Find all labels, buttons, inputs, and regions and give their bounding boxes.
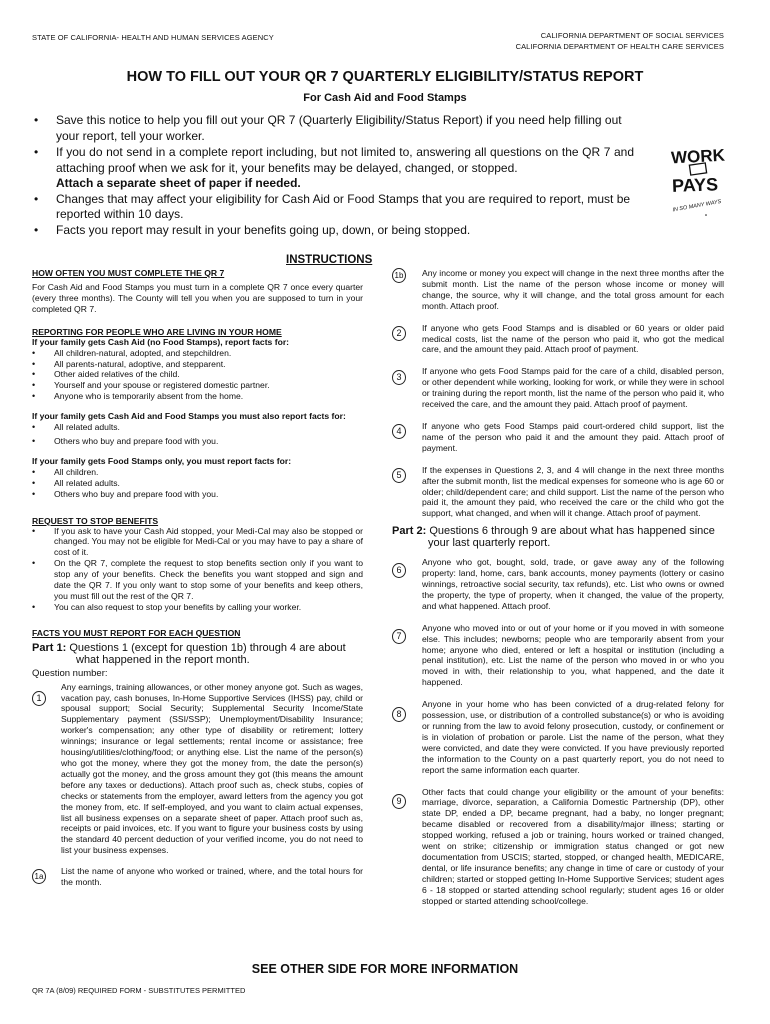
question-number-badge: 4 — [392, 424, 406, 439]
question-8-text: Anyone in your home who has been convicted of a drug-related felony for possession, use, or distribution of a controlled substance(s) or who is avoiding or running from the law to avoid felony prosecution, custody, or confinement or is in violation of probation or parole. List the name of the person, what they were convicted, and date they were convicted. If you have previously reported the information to the County on a past quarterly report, you do not need to report the same information each quarter. — [422, 699, 724, 775]
question-1a — [32, 866, 363, 888]
logo-line-1: WORK — [670, 145, 726, 168]
question-5-text: If the expenses in Questions 2, 3, and 4 will change in the next three months after the submit month, list the medical expenses for someone who is age 60 or older; child/dependent care; and child support. List the name of the person who paid it, the amount they paid, who received the care or the child who got the support, what changed, and when will it change. Attach proof of payment. — [422, 464, 724, 519]
list-item-text: Other aided relatives of the child. — [54, 369, 180, 380]
list-item: • All parents-natural, adoptive, and stepparent. — [32, 358, 226, 369]
question-9-text: Other facts that could change your eligibility or the amount of your benefits: marriage, divorce, separation, a California Domestic Partnership (DP), other state DP, ended a DP, became pregnant, had a baby, no longer pregnant; became disabled or recovered from a disability/major illness; starting or stopped working, refused a job or training, hours worked or trained changed, went on strike; citizenship or immigration status changed or got new documentation from USCIS; started, stopped, or changed health, MEDICARE, dental, or life insurance benefits; any change in time of care or custody of your children; started or stopped getting In-Home Supportive Services; student ages 6 - 18 stopped or started attending school regularly; student ages 16 or older stopped or started attending school/college. — [422, 786, 724, 906]
question-4-text: If anyone who gets Food Stamps paid court-ordered child support, list the name of the person who paid it and the amount they paid. Attach proof of payment. — [422, 420, 724, 453]
list-item: • Others who buy and prepare food with you. — [32, 435, 219, 446]
list-item: • You can also request to stop your benefits by calling your worker. — [32, 601, 302, 612]
agency-header-left: STATE OF CALIFORNIA- HEALTH AND HUMAN SERVICES AGENCY — [32, 33, 274, 42]
work-pays-logo — [668, 143, 732, 218]
list-item-text: You can also request to stop your benefits by calling your worker. — [54, 601, 302, 612]
question-number-badge: 8 — [392, 707, 406, 722]
intro-bullet: • Changes that may affect your eligibility for Cash Aid or Food Stamps that you are required to report, must be reported within 10 days. — [34, 191, 631, 221]
intro-bullet-text: Changes that may affect your eligibility for Cash Aid or Food Stamps that you are required to report, must be reported within 10 days. — [56, 191, 631, 221]
question-1a-text: List the name of anyone who worked or trained, where, and the total hours for the month. — [61, 866, 363, 888]
list-item-text: All related adults. — [54, 422, 120, 433]
part1-label: Part 1: — [32, 641, 67, 654]
intro-bullets — [34, 113, 634, 238]
intro-bullet-bold-text: Attach a separate sheet of paper if needed. — [56, 176, 301, 190]
list-item: • All children-natural, adopted, and stepchildren. — [32, 347, 232, 358]
department-line-1: CALIFORNIA DEPARTMENT OF SOCIAL SERVICES — [540, 31, 724, 40]
intro-bullet-text: Facts you report may result in your benefits going up, down, or being stopped. — [56, 222, 471, 237]
question-number-badge: 9 — [392, 794, 406, 809]
stop-benefits-heading: REQUEST TO STOP BENEFITS — [32, 515, 159, 526]
question-4 — [392, 421, 724, 454]
question-number-badge: 1b — [392, 268, 406, 283]
intro-bullet: • Facts you report may result in your benefits going up, down, or being stopped. — [34, 222, 471, 237]
intro-bullet-text: If you do not send in a complete report including, but not limited to, answering all questions on the QR 7 and attaching proof when we ask for it, your benefits may be delayed, changed, or stopped. — [56, 145, 634, 175]
instructions-heading: INSTRUCTIONS — [286, 254, 373, 266]
question-3-text: If anyone who gets Food Stamps paid for the care of a child, disabled person, or other dependent while working, looking for work, or while they were in school or training during the report month, list the name of the person who paid it, who received the care, and the amount they paid. Attach proof of payment. — [422, 366, 724, 410]
logo-line-2: PAYS — [671, 174, 719, 196]
question-1-text: Any earnings, training allowances, or other money anyone got. Such as wages, vacation pay, cash bonuses, In-Home Supportive Services (IHSS) pay, child or spousal support; Social Security; Supplemental Security Income/State Supplementary payment (SSI/SSP); Unemployment/Disability Insurance; worker's compensation; any other type of disability or retirement; lottery winnings; insurance or legal settlements; rental income or assistance; free housing/utilities/clothing/food; or anything else. List the name of the person(s) who got the money, where they got the money from, the date the person(s) actually got the money, and the gross amount they got (this means the amount before any taxes or deductions). Attach proof such as, check stubs, copies of checks or statements from the employer, award letters from the agency you got the money from, etc. If self-employed, and you want to claim actual expenses, list all business expenses on a separate sheet of paper. Attach proof such as, receipts or paid invoices, etc. If you want to figure your business costs by using the standard 40 percent deduction of your verified income, you do not need to list your business expenses. — [61, 681, 363, 856]
intro-bullet: • If you do not send in a complete report including, but not limited to, answering all questions on the QR 7 and attaching proof when we ask for it, your benefits may be delayed, changed, or stopped. Attach a separate sheet of paper if needed. — [34, 145, 634, 190]
list-item-text: Others who buy and prepare food with you. — [54, 488, 219, 499]
question-number-badge: 6 — [392, 563, 406, 578]
list-item-text: Others who buy and prepare food with you. — [54, 435, 219, 446]
reporting-heading: REPORTING FOR PEOPLE WHO ARE LIVING IN YOUR HOME — [32, 326, 282, 337]
logo-tagline: IN SO MANY WAYS — [672, 198, 722, 214]
question-number-badge: 1 — [32, 691, 46, 706]
list-item-text: On the QR 7, complete the request to stop benefits section only if you want to stop any of your benefits. Check the benefits you want stopped and sign and date the QR 7. If you only want to stop some of your benefits and keep others, you must fill out the rest of the QR 7. — [54, 558, 363, 601]
right-column — [392, 268, 724, 907]
question-9 — [392, 787, 724, 907]
list-item-text: All children-natural, adopted, and stepchildren. — [54, 347, 232, 358]
list-item-text: All parents-natural, adoptive, and stepparent. — [54, 358, 226, 369]
list-item: • All related adults. — [32, 477, 120, 488]
list-item: • Yourself and your spouse or registered domestic partner. — [32, 380, 270, 391]
list-item-text: Yourself and your spouse or registered domestic partner. — [54, 380, 270, 391]
part1 — [32, 642, 363, 666]
intro-bullet-text: Save this notice to help you fill out your QR 7 (Quarterly Eligibility/Status Report) if you need help filling out your report, tell your worker. — [56, 113, 622, 143]
question-1 — [32, 682, 363, 857]
how-often-text: For Cash Aid and Food Stamps you must turn in a complete QR 7 once every quarter (every three months). The County will tell you when you are supposed to turn in your completed QR 7. — [32, 282, 363, 314]
stop-benefits-list — [32, 526, 363, 613]
question-5 — [392, 465, 724, 520]
list-item: • On the QR 7, complete the request to stop benefits section only if you want to stop any of your benefits. Check the benefits you want stopped and sign and date the QR 7. If you only want to stop some of your benefits and keep others, you must fill out the rest of the QR 7. — [32, 558, 363, 601]
how-often-heading: HOW OFTEN YOU MUST COMPLETE THE QR 7 — [32, 268, 225, 278]
page-subtitle: For Cash Aid and Food Stamps — [303, 92, 467, 104]
both-list — [32, 422, 363, 447]
question-6 — [392, 557, 724, 612]
list-item-text: If you ask to have your Cash Aid stopped, your Medi-Cal may also be stopped or changed. You may not be eligible for Medi-Cal or you may have to pay a share of cost of it. — [54, 525, 363, 558]
question-number-badge: 5 — [392, 468, 406, 483]
intro-bullet: • Save this notice to help you fill out your QR 7 (Quarterly Eligibility/Status Report) if you need help filling out your report, tell your worker. — [34, 113, 622, 143]
question-7-text: Anyone who moved into or out of your home or if you moved in with someone else. This includes; newborns; people who are temporarily absent from your home; anyone who died, entered or left a hospital or institution (including a penal institution), etc. List the name of the person who moved in or who you moved in with, their relationship to you, what happened, and the date it happened. — [422, 622, 724, 688]
list-item: • Others who buy and prepare food with you. — [32, 488, 219, 499]
question-2 — [392, 323, 724, 356]
agency-header-right — [516, 30, 724, 52]
food-stamps-list — [32, 467, 363, 500]
question-number-label: Question number: — [32, 667, 108, 679]
left-column — [32, 268, 363, 888]
department-line-2: CALIFORNIA DEPARTMENT OF HEALTH CARE SERVICES — [515, 42, 724, 51]
both-heading: If your family gets Cash Aid and Food Stamps you must also report facts for: — [32, 411, 346, 422]
page-title: HOW TO FILL OUT YOUR QR 7 QUARTERLY ELIGIBILITY/STATUS REPORT — [126, 69, 644, 85]
list-item: • All related adults. — [32, 422, 120, 433]
list-item-text: Anyone who is temporarily absent from the home. — [54, 391, 244, 402]
list-item: • All children. — [32, 466, 99, 477]
cash-aid-only-heading: If your family gets Cash Aid (no Food Stamps), report facts for: — [32, 336, 290, 347]
question-number-badge: 3 — [392, 370, 406, 385]
part1-text: Questions 1 (except for question 1b) through 4 are about what happened in the report month. — [69, 641, 346, 666]
list-item: • Anyone who is temporarily absent from the home. — [32, 391, 244, 402]
list-item-text: All related adults. — [54, 477, 120, 488]
part2-text: Questions 6 through 9 are about what has happened since your last quarterly report. — [428, 525, 715, 550]
question-3 — [392, 366, 724, 410]
question-1b-text: Any income or money you expect will change in the next three months after the submit month. List the name of the person whose income or money will change, the source, why it will change, and the total gross amount for each month. Attach proof. — [422, 268, 724, 311]
list-item: • If you ask to have your Cash Aid stopped, your Medi-Cal may also be stopped or changed. You may not be eligible for Medi-Cal or you may have to pay a share of cost of it. — [32, 525, 363, 558]
food-stamps-only-heading: If your family gets Food Stamps only, you must report facts for: — [32, 455, 292, 466]
list-item-text: All children. — [54, 466, 99, 477]
part2 — [392, 525, 724, 549]
question-number-badge: 7 — [392, 629, 406, 644]
question-number-badge: 1a — [32, 869, 46, 884]
form-number: QR 7A (8/09) REQUIRED FORM - SUBSTITUTES PERMITTED — [32, 986, 246, 995]
question-2-text: If anyone who gets Food Stamps and is disabled or 60 years or older paid medical costs, list the name of the person who paid it, who got the medical care, and the amount they paid. Attach proof of payment. — [422, 322, 724, 355]
part2-label: Part 2: — [392, 525, 427, 538]
question-1b — [392, 268, 724, 312]
work-pays-logo-graphic — [668, 143, 732, 218]
cash-aid-list — [32, 348, 363, 403]
see-other-side: SEE OTHER SIDE FOR MORE INFORMATION — [251, 962, 519, 976]
facts-heading: FACTS YOU MUST REPORT FOR EACH QUESTION — [32, 627, 241, 638]
question-7 — [392, 623, 724, 688]
question-6-text: Anyone who got, bought, sold, trade, or gave away any of the following property: land, home, cars, bank accounts, money payments (lottery or casino winnings, retroactive social security, tax refunds), etc. List who owns or owned the property, the type of property, when it changed, the value of the property, and what happened. Attach proof. — [422, 557, 724, 611]
list-item: • Other aided relatives of the child. — [32, 369, 180, 380]
question-number-badge: 2 — [392, 326, 406, 341]
question-8 — [392, 699, 724, 775]
